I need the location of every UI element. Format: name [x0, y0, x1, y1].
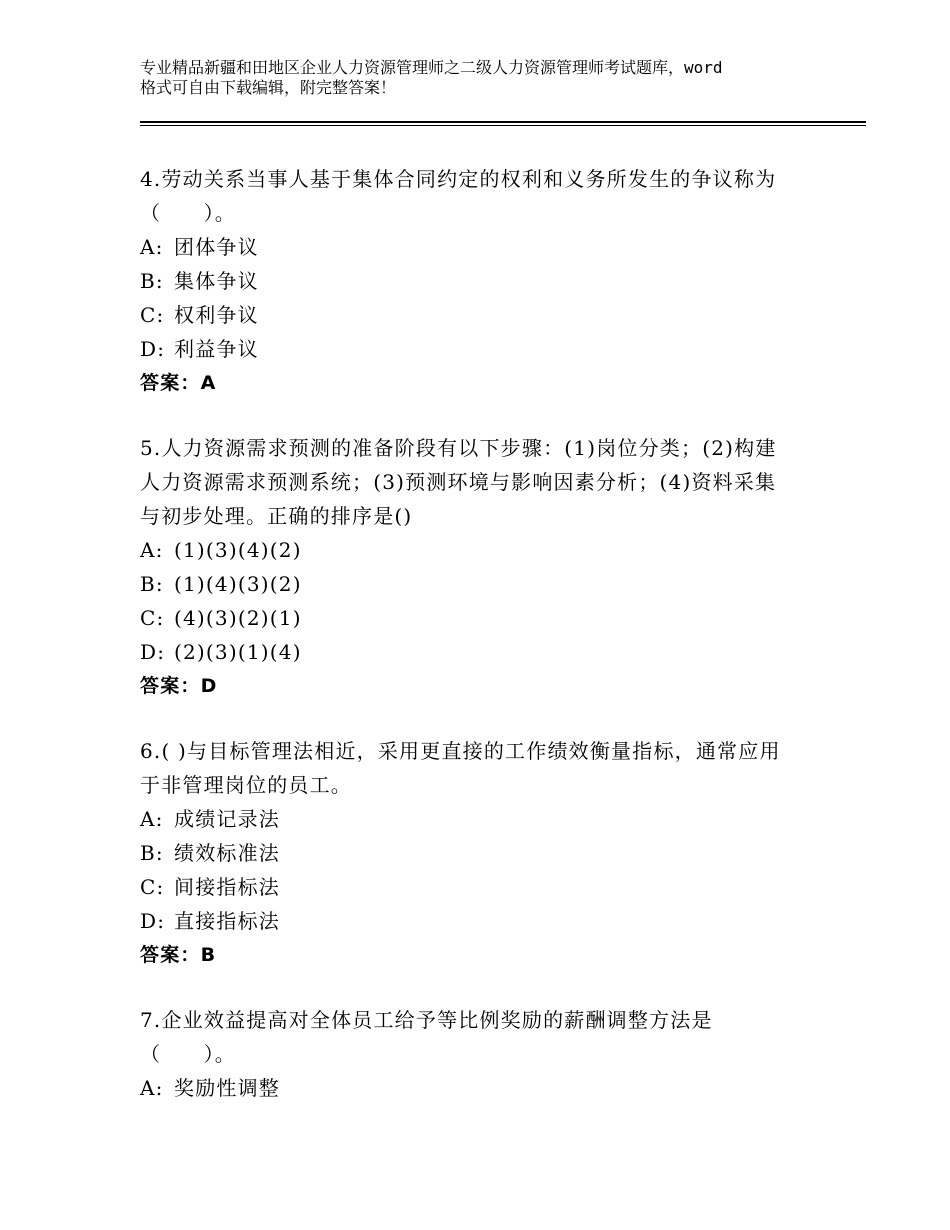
- option-letter: B:: [140, 572, 164, 596]
- option-letter: A:: [140, 235, 164, 259]
- option-b: [140, 264, 820, 298]
- option-letter: D:: [140, 337, 166, 361]
- option-text: (1)(3)(4)(2): [174, 538, 302, 562]
- header-title-line-1: 专业精品新疆和田地区企业人力资源管理师之二级人力资源管理师考试题库，word: [140, 58, 723, 77]
- question-7: [140, 1003, 820, 1105]
- document-header: [140, 58, 840, 98]
- question-stem-line: （ ）。: [140, 1042, 236, 1066]
- option-letter: A:: [140, 538, 164, 562]
- header-divider-thick: [140, 121, 866, 123]
- option-text: (1)(4)(3)(2): [174, 572, 302, 596]
- option-letter: B:: [140, 269, 164, 293]
- option-letter: B:: [140, 841, 164, 865]
- option-letter: C:: [140, 303, 165, 327]
- option-text: 利益争议: [174, 337, 259, 361]
- answer-key: 答案：A: [140, 372, 217, 394]
- option-b: [140, 567, 820, 601]
- question-stem-line: 人力资源需求预测系统；(3)预测环境与影响因素分析；(4)资料采集: [140, 470, 777, 494]
- option-text: 直接指标法: [174, 909, 280, 933]
- option-d: [140, 904, 820, 938]
- option-letter: D:: [140, 640, 166, 664]
- answer-key: 答案：D: [140, 675, 218, 697]
- option-c: [140, 870, 820, 904]
- question-stem-line: 于非管理岗位的员工。: [140, 773, 352, 797]
- question-stem-line: 4.劳动关系当事人基于集体合同约定的权利和义务所发生的争议称为: [140, 167, 777, 191]
- option-letter: C:: [140, 875, 165, 899]
- option-letter: C:: [140, 606, 165, 630]
- option-c: [140, 601, 820, 635]
- header-title-line-2: 格式可自由下载编辑，附完整答案！: [140, 78, 397, 97]
- option-text: 权利争议: [174, 303, 259, 327]
- option-letter: D:: [140, 909, 166, 933]
- option-a: [140, 533, 820, 567]
- question-4: [140, 162, 820, 400]
- option-letter: A:: [140, 1076, 164, 1100]
- option-text: 奖励性调整: [174, 1076, 280, 1100]
- option-text: 间接指标法: [174, 875, 280, 899]
- option-a: [140, 230, 820, 264]
- question-6: [140, 734, 820, 972]
- option-text: 团体争议: [174, 235, 259, 259]
- option-text: 集体争议: [174, 269, 259, 293]
- option-text: 成绩记录法: [174, 807, 280, 831]
- header-divider-thin: [140, 125, 866, 126]
- option-letter: A:: [140, 807, 164, 831]
- option-text: (4)(3)(2)(1): [174, 606, 302, 630]
- option-c: [140, 298, 820, 332]
- answer-key: 答案：B: [140, 944, 217, 966]
- question-stem-line: 7.企业效益提高对全体员工给予等比例奖励的薪酬调整方法是: [140, 1008, 713, 1032]
- question-stem-line: 5.人力资源需求预测的准备阶段有以下步骤：(1)岗位分类；(2)构建: [140, 436, 777, 460]
- question-stem-line: 与初步处理。正确的排序是(): [140, 504, 413, 528]
- option-d: [140, 635, 820, 669]
- question-stem-line: （ ）。: [140, 201, 236, 225]
- option-a: [140, 802, 820, 836]
- option-b: [140, 836, 820, 870]
- option-a: [140, 1071, 820, 1105]
- option-d: [140, 332, 820, 366]
- option-text: (2)(3)(1)(4): [174, 640, 302, 664]
- option-text: 绩效标准法: [174, 841, 280, 865]
- question-5: [140, 431, 820, 703]
- question-list: [140, 162, 820, 1136]
- question-stem-line: 6.( )与目标管理法相近，采用更直接的工作绩效衡量指标，通常应用: [140, 739, 781, 763]
